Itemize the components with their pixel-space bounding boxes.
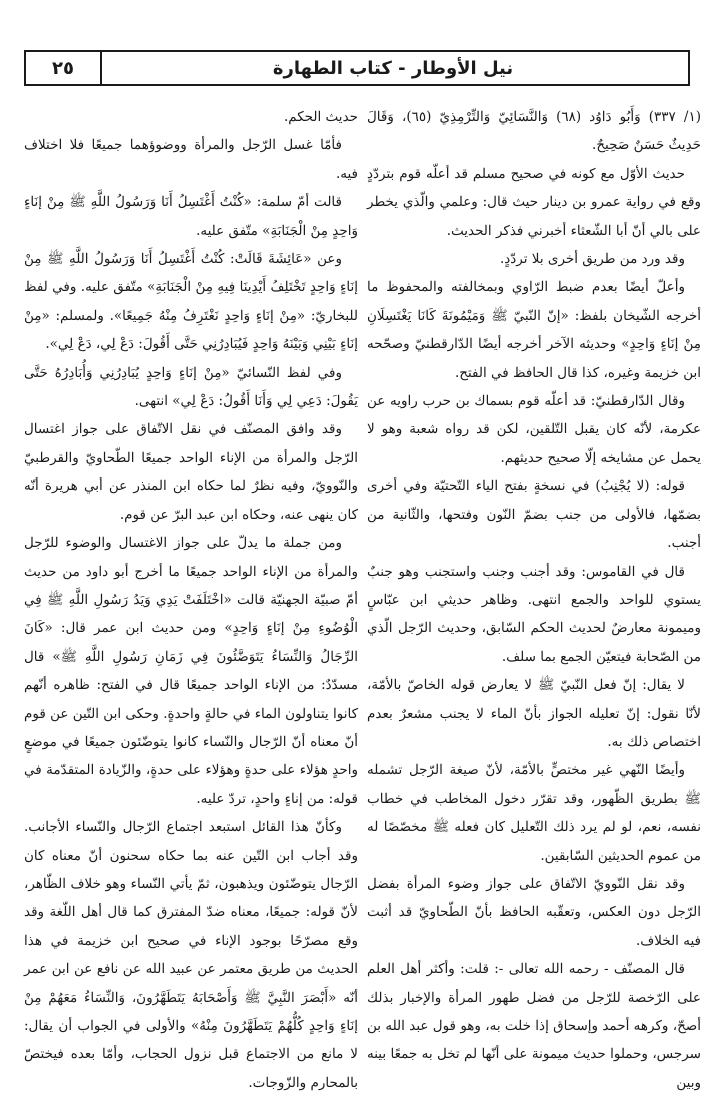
paragraph: وكأنّ هذا القائل استبعد اجتماع الرّجال والنّساء الأجانب. وقد أجاب ابن التّين عنه بما حكاه سحنون أنّ معناه كان الرّجال يتوضّئون ويذهبون، ثمّ يأتي النّساء وهو خلاف الظّاهر، لأنّ قوله: جميعًا، معناه ضدّ المفترق كما قال أهل اللّغة وقد وقع مصرّحًا بوجود الإناء في صحيح ابن خزيمة في هذا الحديث من طريق معتمر عن عبيد الله عن نافع عن ابن عمر أنّه «أَبْصَرَ النَّبِيَّ ﷺ وَأَصْحَابَهُ يَتَطَهَّرُونَ، وَالنِّسَاءُ مَعَهُمْ مِنْ إنَاءٍ وَاحِدٍ كُلُّهُمْ يَتَطَهَّرُونَ مِنْهُ» والأولى في الجواب أن يقال: لا مانع من الاجتماع قبل نزول الحجاب، وأمّا بعده فيختصّ بالمحارم والزّوجات. xyxy=(24,819,358,1091)
page-number: ٢٥ xyxy=(26,52,102,84)
paragraph: (١/ ٣٣٧) وَأَبُو دَاوُد (٦٨) وَالنَّسَائِيّ وَالتِّرْمِذِيّ (٦٥)، وَقَالَ حَدِيثٌ حَسَنٌ صَحِيحٌ. xyxy=(367,109,702,154)
paragraph: فأمّا غسل الرّجل والمرأة ووضوؤهما جميعًا فلا اختلاف فيه. xyxy=(24,137,358,182)
paragraph: حديث الحكم. xyxy=(283,109,358,125)
paragraph: حديث الأوّل مع كونه في صحيح مسلم قد أعلّه قوم بتردّدٍ وقع في رواية عمرو بن دينار حيث قال: وعلمي والّذي يخطر على بالي أنّ أبا الشّعثاء أخبرني فذكر الحديث. xyxy=(367,165,701,239)
paragraph: قال في القاموس: وقد أجنب وجنب واستجنب وهو جنبٌ يستوي للواحد والجمع انتهى. وظاهر حديثي ابن عبّاسٍ وميمونة معارضٌ لحديث الحكم السّابق، وحديث الرّجل الّذي من الصّحابة فيتعيّن الجمع بما سلف. xyxy=(367,563,701,665)
paragraph: وقد نقل النّوويّ الاتّفاق على جواز وضوء المرأة بفضل الرّجل دون العكس، وتعقّبه الحافظ بأنّ الطّحاويّ قد أثبت فيه الخلاف. xyxy=(367,875,701,949)
page-header xyxy=(24,50,690,86)
paragraph: وقال الدّارقطنيّ: قد أعلّه قوم بسماك بن حرب راويه عن عكرمة، لأنّه كان يقبل التّلقين، لكن قد رواه شعبة وهو لا يحمل عن مشايخه إلّا صحيح حديثهم. xyxy=(367,393,701,466)
paragraph: وقد ورد من طريق أخرى بلا تردّدٍ. xyxy=(499,251,685,268)
running-title: نيل الأوطار - كتاب الطهارة xyxy=(272,57,514,79)
paragraph: وأعلّ أيضًا بعدم ضبط الرّاوي وبمخالفته والمحفوظ ما أخرجه الشّيخان بلفظ: «إنّ النّبيّ ﷺ وَمَيْمُونَةَ كَانَا يَغْتَسِلَانِ مِنْ إنَاءٍ وَاحِدٍ» وحديثه الآخر أخرجه أيضًا الدّارقطنيّ وصحّحه ابن خزيمة وغيره، كذا قال الحافظ في الفتح. xyxy=(367,279,701,381)
paragraph: لا يقال: إنّ فعل النّبيّ ﷺ لا يعارض قوله الخاصّ بالأمّة، لأنّا نقول: إنّ تعليله الجواز بأنّ الماء لا يجنب مشعرٌ بعدم اختصاص ذلك به. xyxy=(367,677,701,750)
paragraph: قالت أمّ سلمة: «كُنْتُ أَغْتَسِلُ أَنَا وَرَسُولُ اللَّهِ ﷺ مِنْ إنَاءٍ وَاحِدٍ مِنْ الْجَنَابَةِ» متّفق عليه. xyxy=(24,194,358,239)
paragraph: وعن «عَائِشَةَ قَالَتْ: كُنْتُ أَغْتَسِلُ أَنَا وَرَسُولُ اللَّهِ ﷺ مِنْ إنَاءٍ وَاحِدٍ تَخْتَلِفُ أَيْدِينَا فِيهِ مِنْ الْجَنَابَةِ» متّفق عليه. وفي لفظ للبخاريّ: «مِنْ إنَاءٍ وَاحِدٍ نَغْتَرِفُ مِنْهُ جَمِيعًا». ولمسلم: «مِنْ إنَاءٍ بَيْنِي وَبَيْنَهُ وَاحِدٍ فَيُبَادِرُنِي حَتَّى أَقُولَ: دَعْ لِي، دَعْ لِي». xyxy=(24,251,358,353)
paragraph: وفي لفظ النّسائيّ «مِنْ إنَاءٍ وَاحِدٍ يُبَادِرُنِي وَأُبَادِرُهُ حَتَّى يَقُولَ: دَعِي لِي وَأَنَا أَقُولُ: دَعْ لِي» انتهى. xyxy=(24,364,358,410)
paragraph: قال المصنّف - رحمه الله تعالى -: قلت: وأكثر أهل العلم على الرّخصة للرّجل من فضل طهور المرأة والإخبار بذلك أصحّ، وكرهه أحمد وإسحاق إذا خلت به، وهو قول عبد الله بن سرجس، وحملوا حديث ميمونة على أنّها لم تخل به جمعًا بينه وبين xyxy=(367,961,701,1091)
paragraph: وقد وافق المصنّف في نقل الاتّفاق على جواز اغتسال الرّجل والمرأة من الإناء الواحد جميعًا الطّحاويّ والقرطبيّ والنّوويّ، وفيه نظرٌ لما حكاه ابن المنذر عن أبي هريرة أنّه كان ينهى عنه، وحكاه ابن عبد البرّ عن قوم. xyxy=(24,421,358,523)
paragraph: قوله: (لا يُجْنِبُ) في نسخةٍ بفتح الياء التّحتيّة وفي أخرى بضمّها، فالأولى من جنب بضمّ النّون وفتحها، والثّانية من أجنب. xyxy=(367,478,701,552)
left-column xyxy=(24,103,358,1097)
paragraph: ومن جملة ما يدلّ على جواز الاغتسال والوضوء للرّجل والمرأة من الإناء الواحد جميعًا ما أخرج أبو داود من حديث أمّ صبيّة الجهنيّة قالت «اخْتَلَفَتْ يَدِي وَيَدُ رَسُولِ اللَّهِ ﷺ فِي الْوُضُوءِ مِنْ إنَاءٍ وَاحِدٍ» ومن حديث ابن عمر قال: «كَانَ الرِّجَالُ وَالنِّسَاءُ يَتَوَضَّئُونَ فِي زَمَانِ رَسُولِ اللَّهِ ﷺ» قال مسدّدٌ: من الإناء الواحد جميعًا قال في الفتح: ظاهره أنّهم كانوا يتناولون الماء في حالةٍ واحدةٍ. وحكى ابن التّين عن قوم أنّ معناه أنّ الرّجال والنّساء كانوا يتوضّئون جميعًا في موضعٍ واحدٍ هؤلاء على حدةٍ وهؤلاء على حدةٍ، والزّيادة المتقدّمة في قوله: من إناءٍ واحدٍ، تردّ عليه. xyxy=(24,535,358,807)
right-column xyxy=(367,103,701,1097)
paragraph: وأيضًا النّهي غير مختصٍّ بالأمّة، لأنّ صيغة الرّجل تشمله ﷺ بطريق الظّهور، وقد تقرّر دخول المخاطب في خطاب نفسه، نعم، لو لم يرد ذلك التّعليل كان فعله ﷺ مخصّصًا له من عموم الحديثين السّابقين. xyxy=(367,762,701,864)
